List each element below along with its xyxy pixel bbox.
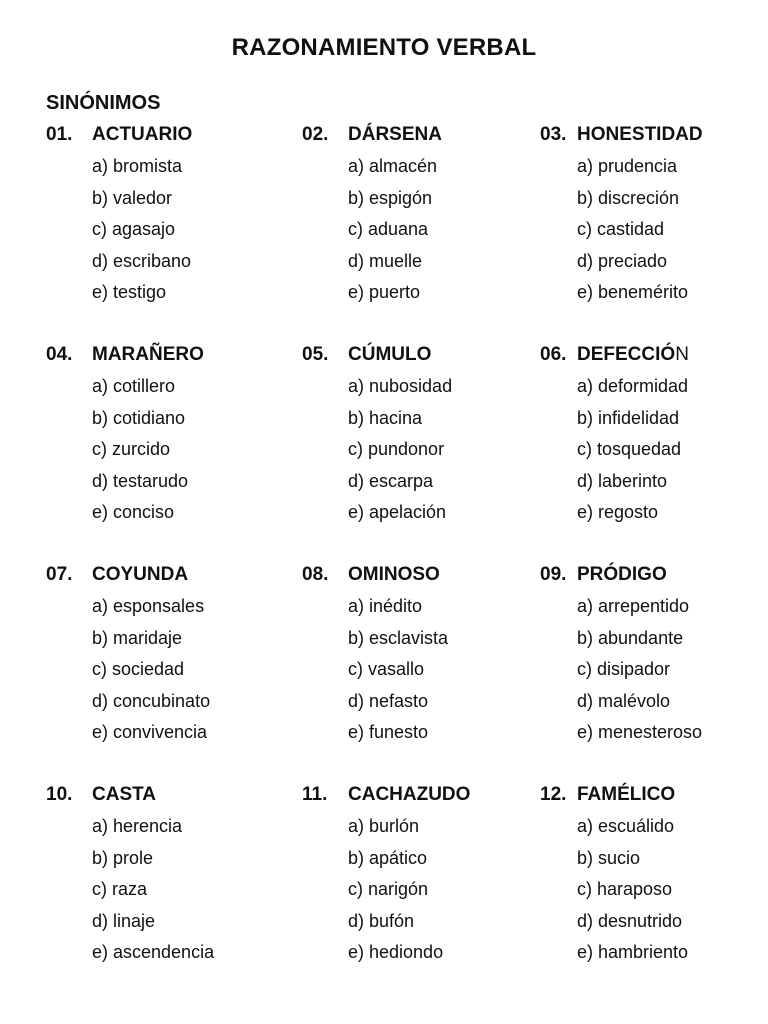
question-word	[348, 784, 470, 806]
option-item: d) bufón	[348, 910, 415, 931]
question-number: 11.	[302, 784, 328, 805]
option-item: a) cotillero	[92, 376, 176, 396]
question-word-main: DEFECCIÓ	[577, 344, 676, 365]
question-number: 12.	[540, 784, 567, 805]
option-item: d) preciado	[577, 250, 668, 271]
question-item	[302, 784, 532, 974]
question-header	[46, 564, 276, 596]
option-item: e) hambriento	[577, 942, 689, 963]
options-list	[46, 376, 276, 534]
option-item: d) nefasto	[348, 690, 429, 711]
option-item: a) nubosidad	[348, 376, 453, 396]
question-item	[540, 784, 768, 974]
option-item: a) prudencia	[577, 156, 678, 176]
options-list	[540, 156, 768, 314]
question-header	[302, 564, 532, 596]
option-item: b) infidelidad	[577, 407, 680, 428]
option-item: e) puerto	[348, 282, 421, 303]
question-number: 04.	[46, 344, 73, 365]
options-list	[302, 156, 532, 314]
question-word-main: MARAÑERO	[92, 344, 204, 365]
question-item	[302, 564, 532, 754]
question-word	[348, 564, 440, 586]
question-header	[540, 124, 768, 156]
page-title: RAZONAMIENTO VERBAL	[231, 34, 537, 61]
question-word-main: OMINOSO	[348, 564, 440, 585]
option-item: a) arrepentido	[577, 596, 690, 616]
options-list	[302, 816, 532, 974]
option-item: e) funesto	[348, 722, 429, 743]
question-number: 10.	[46, 784, 73, 805]
question-item	[46, 564, 276, 754]
option-item: c) sociedad	[92, 659, 185, 680]
option-item: e) benemérito	[577, 282, 689, 303]
option-item: c) disipador	[577, 659, 671, 680]
option-item: c) narigón	[348, 879, 429, 900]
option-item: c) vasallo	[348, 659, 425, 680]
question-header	[302, 344, 532, 376]
question-item	[46, 784, 276, 974]
question-word-main: COYUNDA	[92, 564, 189, 585]
question-word-main: ACTUARIO	[92, 124, 193, 145]
options-list	[302, 596, 532, 754]
option-item: c) pundonor	[348, 439, 445, 460]
question-header	[302, 784, 532, 816]
option-item: a) burlón	[348, 816, 420, 836]
option-item: d) desnutrido	[577, 910, 683, 931]
question-word	[577, 564, 667, 586]
question-item	[46, 124, 276, 314]
option-item: d) testarudo	[92, 470, 189, 491]
option-item: c) agasajo	[92, 219, 176, 240]
question-number: 01.	[46, 124, 73, 145]
option-item: b) maridaje	[92, 627, 183, 648]
option-item: e) menesteroso	[577, 722, 703, 743]
option-item: e) ascendencia	[92, 942, 215, 963]
question-item	[302, 344, 532, 534]
question-item	[540, 564, 768, 754]
option-item: c) zurcido	[92, 439, 171, 460]
option-item: a) almacén	[348, 156, 438, 176]
question-word-main: CASTA	[92, 784, 157, 805]
question-word-tail: N	[675, 344, 689, 365]
question-header	[46, 344, 276, 376]
question-word	[92, 784, 156, 806]
option-item: a) deformidad	[577, 376, 689, 396]
option-item: c) raza	[92, 879, 148, 900]
options-list	[302, 376, 532, 534]
option-item: a) escuálido	[577, 816, 675, 836]
option-item: d) laberinto	[577, 470, 668, 491]
option-item: b) sucio	[577, 847, 641, 868]
option-item: e) conciso	[92, 502, 175, 523]
option-item: c) aduana	[348, 219, 429, 240]
options-list	[46, 596, 276, 754]
question-header	[540, 344, 768, 376]
question-header	[540, 564, 768, 596]
option-item: a) herencia	[92, 816, 183, 836]
option-item: d) escarpa	[348, 470, 434, 491]
question-number: 02.	[302, 124, 329, 145]
option-item: d) muelle	[348, 250, 423, 271]
option-item: b) prole	[92, 847, 154, 868]
question-item	[540, 344, 768, 534]
options-list	[540, 596, 768, 754]
question-word-main: CÚMULO	[348, 344, 432, 365]
options-list	[540, 816, 768, 974]
option-item: b) esclavista	[348, 627, 449, 648]
question-word-main: DÁRSENA	[348, 124, 442, 145]
question-word	[348, 344, 431, 366]
option-item: e) apelación	[348, 502, 447, 523]
section-title: SINÓNIMOS	[46, 92, 161, 114]
option-item: d) escribano	[92, 250, 192, 271]
question-header	[46, 124, 276, 156]
question-number: 03.	[540, 124, 567, 145]
options-list	[46, 156, 276, 314]
question-number: 05.	[302, 344, 329, 365]
option-item: c) tosquedad	[577, 439, 682, 460]
question-word	[577, 784, 675, 806]
option-item: b) espigón	[348, 187, 433, 208]
option-item: a) inédito	[348, 596, 423, 616]
question-word-main: FAMÉLICO	[577, 784, 676, 805]
question-item	[302, 124, 532, 314]
question-word	[92, 564, 188, 586]
question-header	[540, 784, 768, 816]
question-word-main: CACHAZUDO	[348, 784, 471, 805]
question-word	[92, 124, 192, 146]
option-item: a) bromista	[92, 156, 183, 176]
question-item	[540, 124, 768, 314]
question-word-main: PRÓDIGO	[577, 564, 667, 585]
options-list	[540, 376, 768, 534]
question-word	[348, 124, 442, 146]
option-item: b) discreción	[577, 187, 680, 208]
option-item: a) esponsales	[92, 596, 205, 616]
option-item: e) hediondo	[348, 942, 444, 963]
option-item: b) valedor	[92, 187, 173, 208]
option-item: c) castidad	[577, 219, 665, 240]
options-list	[46, 816, 276, 974]
question-number: 07.	[46, 564, 73, 585]
question-number: 09.	[540, 564, 567, 585]
option-item: b) abundante	[577, 627, 684, 648]
question-header	[46, 784, 276, 816]
question-word	[92, 344, 204, 366]
option-item: b) apático	[348, 847, 428, 868]
question-header	[302, 124, 532, 156]
option-item: d) concubinato	[92, 690, 211, 711]
option-item: d) malévolo	[577, 690, 671, 711]
option-item: c) haraposo	[577, 879, 673, 900]
question-item	[46, 344, 276, 534]
question-word	[577, 124, 703, 146]
option-item: e) convivencia	[92, 722, 208, 743]
question-number: 08.	[302, 564, 329, 585]
option-item: e) regosto	[577, 502, 659, 523]
option-item: b) hacina	[348, 407, 423, 428]
option-item: d) linaje	[92, 910, 156, 931]
question-word	[577, 344, 689, 366]
question-word-main: HONESTIDAD	[577, 124, 703, 145]
option-item: e) testigo	[92, 282, 167, 303]
question-number: 06.	[540, 344, 567, 365]
option-item: b) cotidiano	[92, 407, 186, 428]
